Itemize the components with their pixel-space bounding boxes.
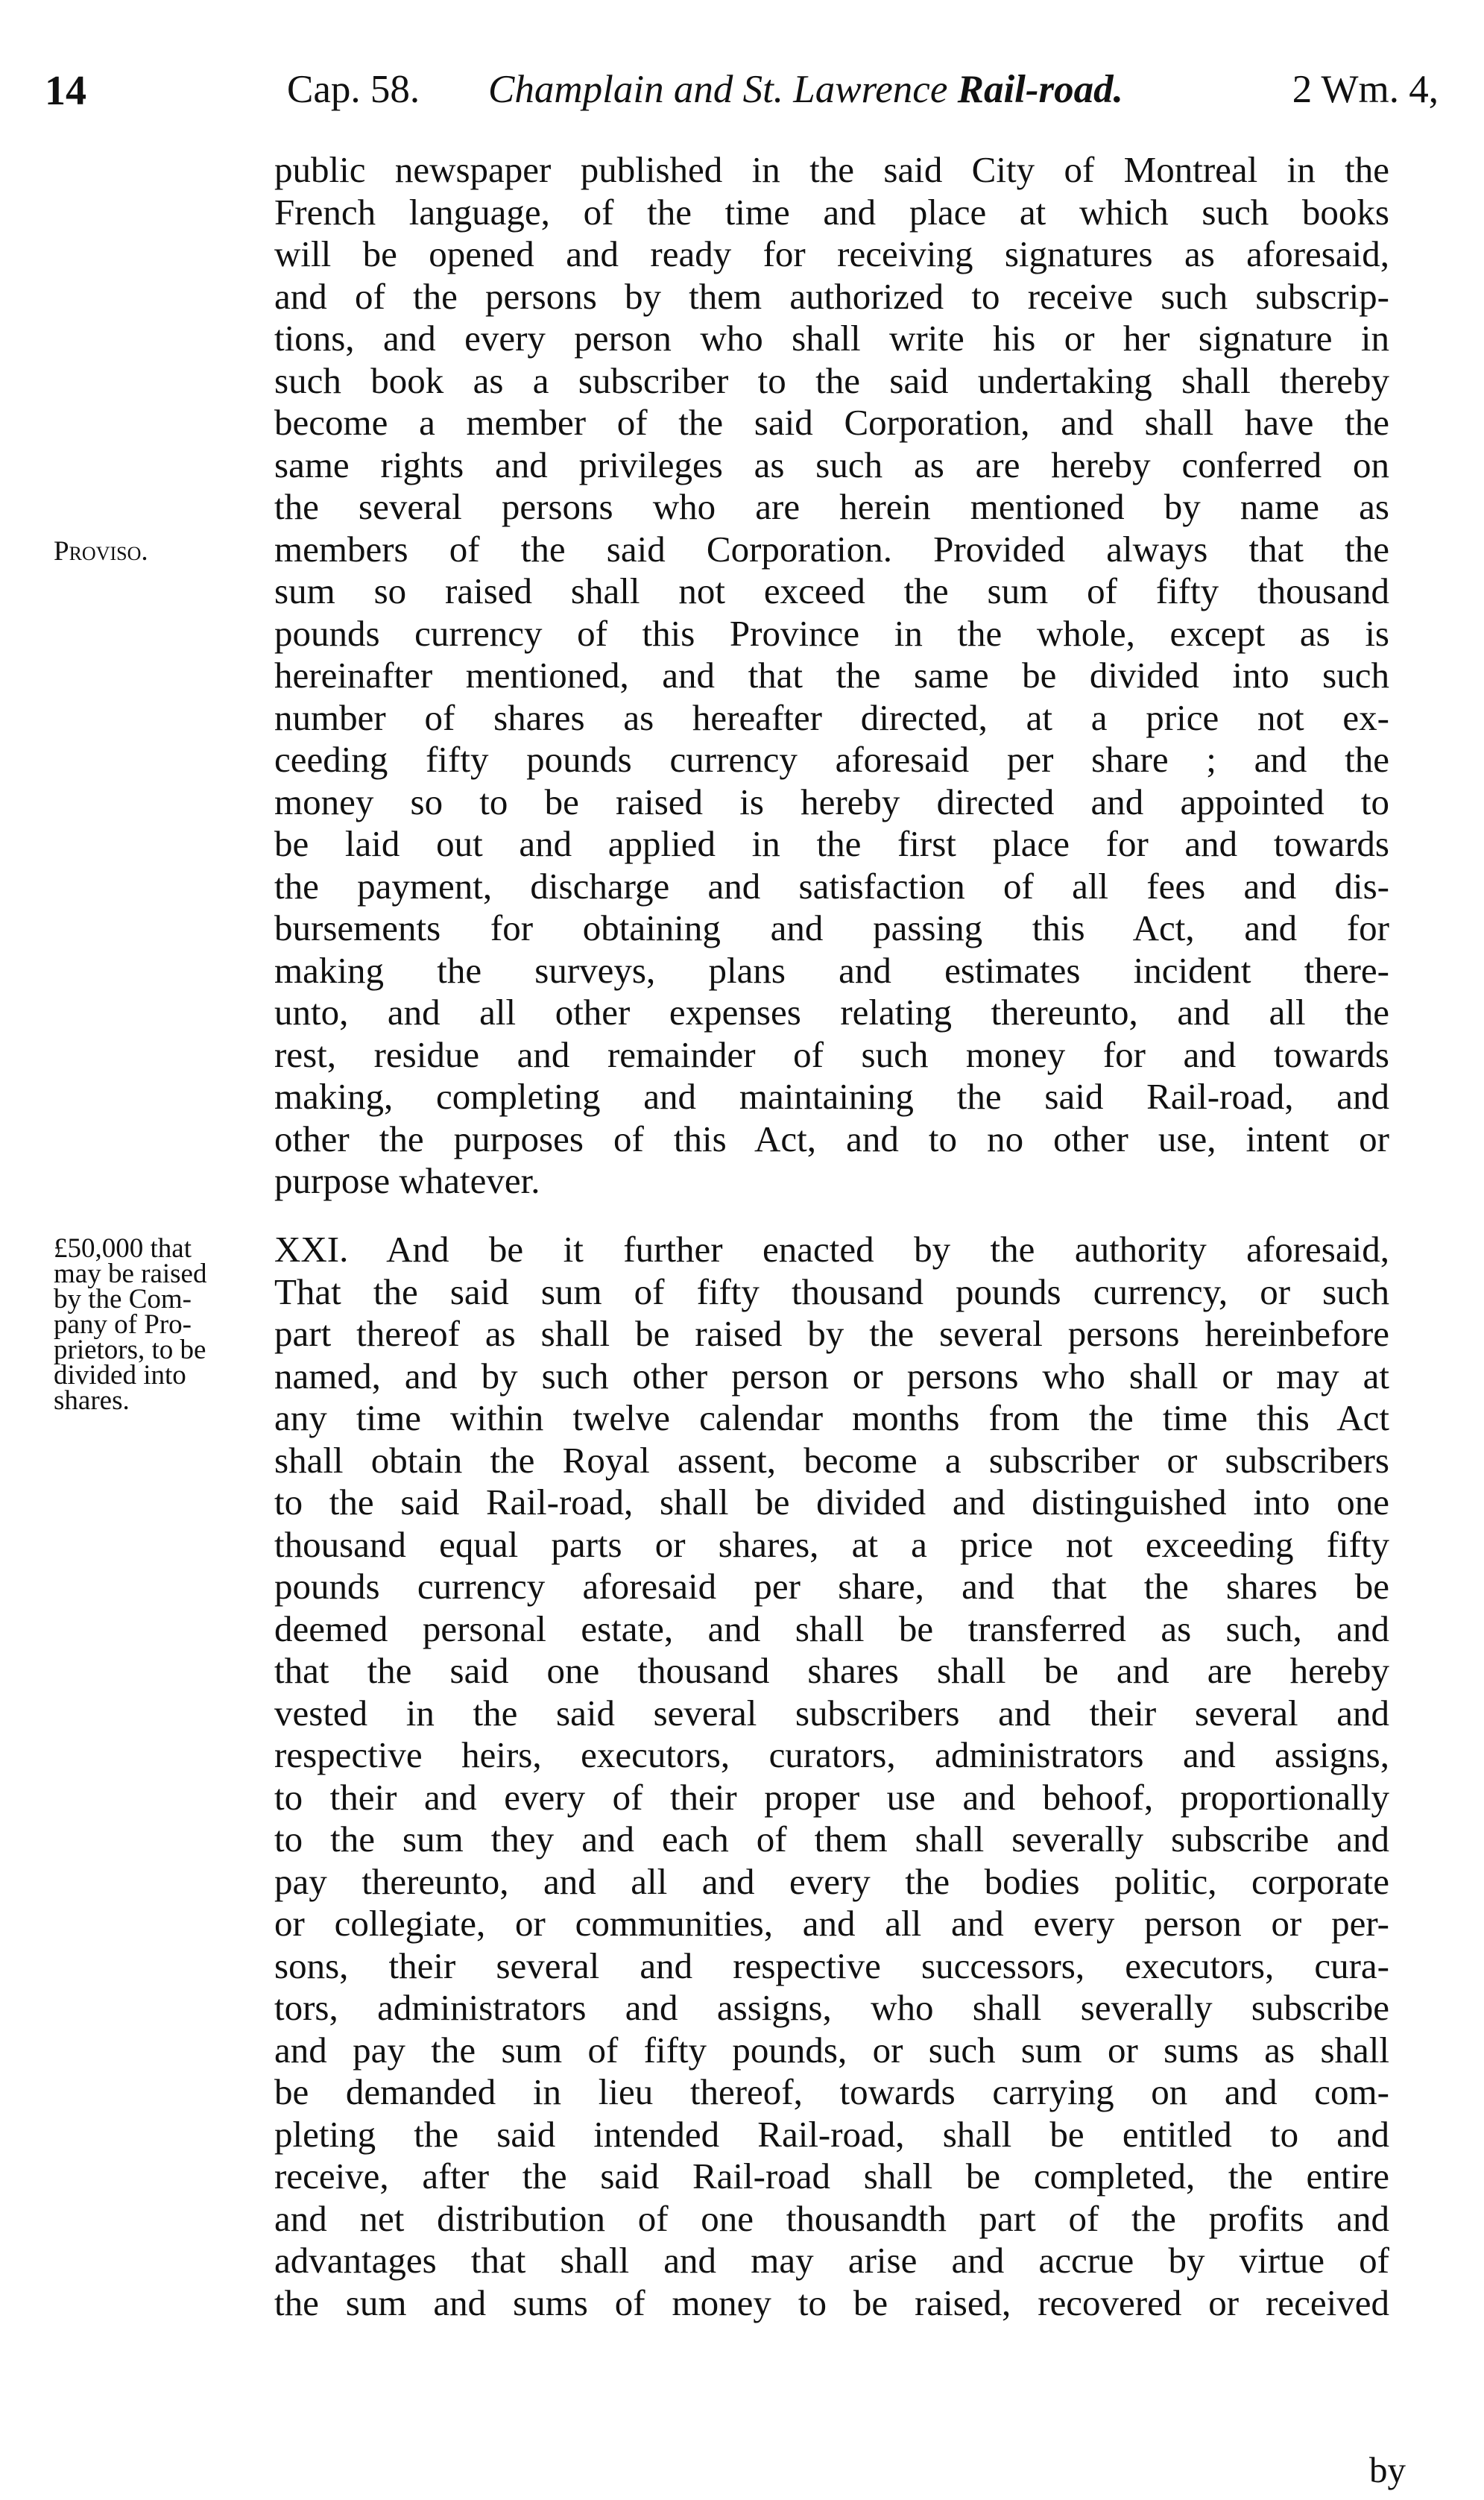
- margin-note-line: shares.: [54, 1385, 130, 1416]
- text-line: members of the said Corporation. Provided always that the: [274, 528, 1389, 570]
- text-line: shall obtain the Royal assent, become a subscriber or subscribers: [274, 1439, 1389, 1481]
- text-line: making the surveys, plans and estimates incident there-: [274, 949, 1389, 991]
- text-line: hereinafter mentioned, and that the same be divided into such: [274, 655, 1389, 696]
- act-title-main: Champlain and St. Lawrence: [488, 68, 948, 111]
- text-line: respective heirs, executors, curators, administrators and assigns,: [274, 1734, 1389, 1775]
- text-line: part thereof as shall be raised by the several persons hereinbefore: [274, 1313, 1389, 1354]
- text-line: pay thereunto, and all and every the bodies politic, corporate: [274, 1860, 1389, 1902]
- text-line: be demanded in lieu thereof, towards carrying on and com-: [274, 2071, 1389, 2112]
- text-line: such book as a subscriber to the said undertaking shall thereby: [274, 359, 1389, 401]
- text-line: pounds currency of this Province in the whole, except as is: [274, 612, 1389, 654]
- margin-note-line: by the Com-: [54, 1284, 192, 1314]
- text-line: unto, and all other expenses relating thereunto, and all the: [274, 992, 1389, 1033]
- text-line: That the said sum of fifty thousand pounds currency, or such: [274, 1271, 1389, 1312]
- text-line: to their and every of their proper use and behoof, proportionally: [274, 1776, 1389, 1818]
- text-line: vested in the said several subscribers and their several and: [274, 1692, 1389, 1734]
- act-title-railroad: Rail-road.: [957, 68, 1123, 111]
- text-line: the several persons who are herein mentioned by name as: [274, 486, 1389, 527]
- text-line: and pay the sum of fifty pounds, or such sum or sums as shall: [274, 2029, 1389, 2071]
- chapter-label: Cap. 58.: [287, 68, 420, 111]
- act-title: [488, 67, 1123, 112]
- text-line: purpose whatever.: [274, 1160, 540, 1201]
- regnal-year: 2 Wm. 4,: [1292, 68, 1439, 111]
- margin-note-line: pany of Pro-: [54, 1309, 192, 1340]
- paragraph-continuation: [274, 149, 1389, 1203]
- text-line: sum so raised shall not exceed the sum of fifty thousand: [274, 570, 1389, 611]
- margin-note-shares: [54, 1233, 240, 1416]
- margin-note-line: may be raised: [54, 1259, 207, 1289]
- page-number: 14: [45, 68, 86, 114]
- text-line: making, completing and maintaining the said Rail-road, and: [274, 1076, 1389, 1117]
- catchword: by: [1369, 2449, 1406, 2490]
- text-line: tors, administrators and assigns, who shall severally subscribe: [274, 1987, 1389, 2028]
- text-line: the sum and sums of money to be raised, recovered or received: [274, 2282, 1389, 2323]
- text-line: French language, of the time and place at which such books: [274, 191, 1389, 233]
- text-line: to the sum they and each of them shall severally subscribe and: [274, 1819, 1389, 1860]
- text-line: same rights and privileges as such as are hereby conferred on: [274, 444, 1389, 485]
- running-head: [37, 67, 1439, 127]
- text-line: any time within twelve calendar months from the time this Act: [274, 1397, 1389, 1438]
- text-line: other the purposes of this Act, and to no other use, intent or: [274, 1118, 1389, 1159]
- text-line: become a member of the said Corporation, and shall have the: [274, 402, 1389, 443]
- text-line: tions, and every person who shall write his or her signature in: [274, 318, 1389, 359]
- text-line: pounds currency aforesaid per share, and that the shares be: [274, 1566, 1389, 1607]
- text-line: XXI. And be it further enacted by the authority aforesaid,: [274, 1229, 1389, 1270]
- section-xxi: [274, 1229, 1389, 2324]
- text-line: rest, residue and remainder of such money for and towards: [274, 1033, 1389, 1075]
- text-line: bursements for obtaining and passing this Act, and for: [274, 907, 1389, 948]
- text-line: number of shares as hereafter directed, at a price not ex-: [274, 696, 1389, 738]
- text-line: and net distribution of one thousandth part of the profits and: [274, 2197, 1389, 2239]
- text-line: advantages that shall and may arise and accrue by virtue of: [274, 2240, 1389, 2281]
- text-line: and of the persons by them authorized to receive such subscrip-: [274, 275, 1389, 317]
- text-line: named, and by such other person or persons who shall or may at: [274, 1355, 1389, 1397]
- text-line: deemed personal estate, and shall be transferred as such, and: [274, 1608, 1389, 1649]
- text-line: sons, their several and respective successors, executors, cura-: [274, 1945, 1389, 1986]
- margin-note-proviso: Proviso.: [54, 536, 148, 567]
- margin-note-line: £50,000 that: [54, 1233, 192, 1264]
- text-line: receive, after the said Rail-road shall be completed, the entire: [274, 2156, 1389, 2197]
- text-line: pleting the said intended Rail-road, shall be entitled to and: [274, 2113, 1389, 2155]
- text-line: public newspaper published in the said City of Montreal in the: [274, 149, 1389, 190]
- text-line: ceeding fifty pounds currency aforesaid per share ; and the: [274, 739, 1389, 780]
- text-line: or collegiate, or communities, and all and every person or per-: [274, 1903, 1389, 1944]
- text-line: that the said one thousand shares shall be and are hereby: [274, 1650, 1389, 1691]
- text-line: money so to be raised is hereby directed and appointed to: [274, 781, 1389, 822]
- text-line: will be opened and ready for receiving signatures as aforesaid,: [274, 233, 1389, 274]
- text-line: thousand equal parts or shares, at a price not exceeding fifty: [274, 1523, 1389, 1565]
- text-line: to the said Rail-road, shall be divided and distinguished into one: [274, 1482, 1389, 1523]
- text-line: the payment, discharge and satisfaction of all fees and dis-: [274, 865, 1389, 907]
- margin-note-line: prietors, to be: [54, 1335, 206, 1365]
- text-line: be laid out and applied in the first place for and towards: [274, 823, 1389, 864]
- margin-note-line: divided into: [54, 1360, 186, 1391]
